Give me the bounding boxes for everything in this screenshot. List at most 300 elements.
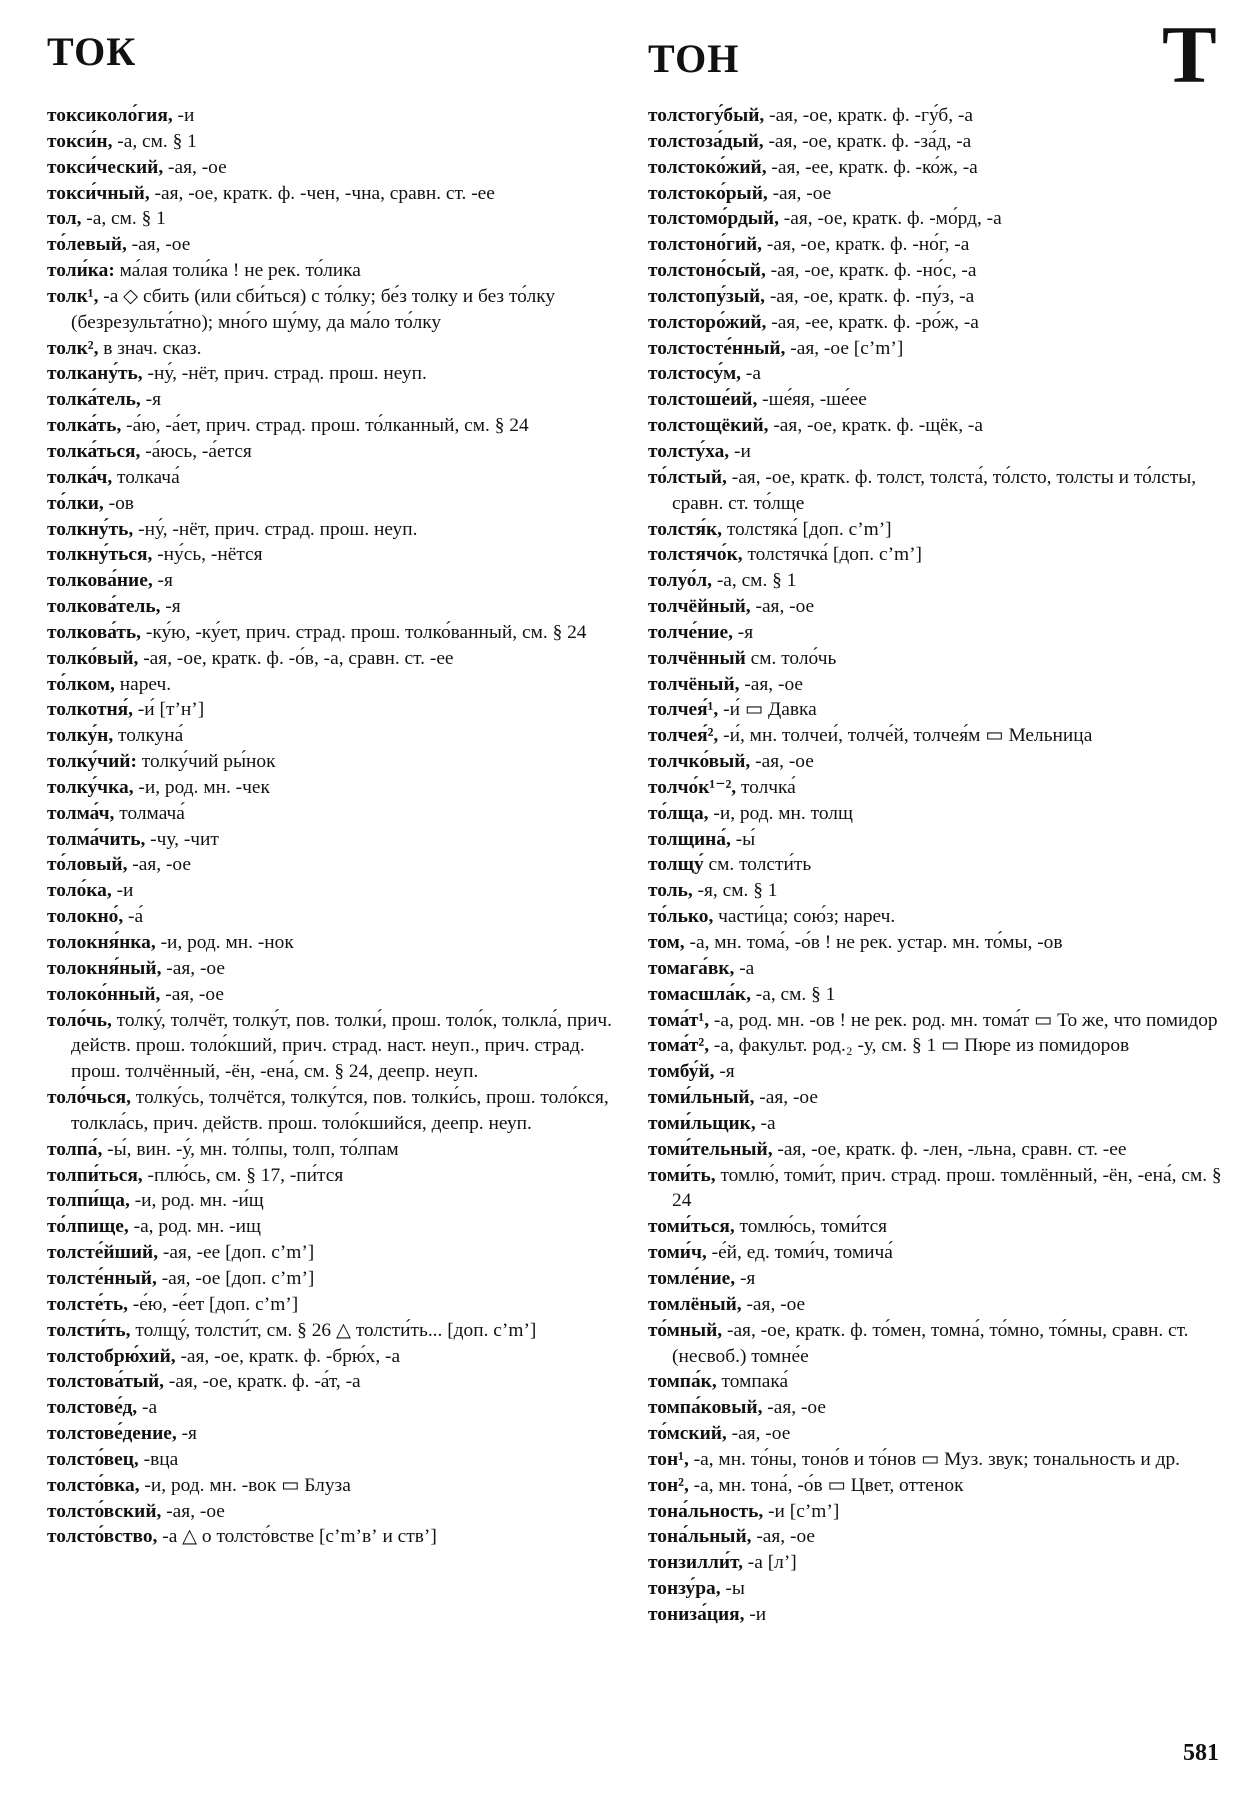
headword: тонзу́ра, [648,1578,721,1600]
dictionary-entry [648,775,1233,801]
dictionary-entry [47,1318,617,1344]
entry-text: -а [755,1112,776,1134]
headword: толстоно́гий, [648,234,763,256]
headword: толстоко́рый, [648,182,768,204]
dictionary-entry [648,181,1233,207]
dictionary-entry [648,1163,1233,1215]
headword: томпа́к, [648,1371,717,1393]
headword: толстя́к, [648,518,722,540]
entry-text: -ая, -ое, кратк. ф. то́мен, томна́, то́мно, то́мны, сравн. ст. (несвоб.) томне́е [672,1319,1189,1367]
headword: толстоно́сый, [648,260,766,282]
dictionary-entry [47,1369,617,1395]
headword: то́мный, [648,1319,723,1341]
headword: толстячо́к, [648,544,743,566]
headword: толка́ться, [47,440,141,462]
entry-text: толку́, толчёт, толку́т, пов. толки́, прош. толо́к, толкла́, прич. действ. прош. толо́кший, прич. страд. наст. неуп., прич. страд. прош. толчённый, -ён, -ена́, см. § 24, деепр. неуп. [71,1009,612,1083]
entry-text: -а, род. мн. -ищ [128,1216,261,1238]
dictionary-entry [47,930,617,956]
dictionary-entry [47,542,617,568]
dictionary-entry [648,1473,1233,1499]
headword: толсте́ть, [47,1293,128,1315]
entry-text: -а́ [123,906,144,928]
dictionary-entry [648,1008,1233,1034]
entry-text: -а [741,363,761,385]
dictionary-entry [648,129,1233,155]
headword: толстове́д, [47,1397,138,1419]
entry-text: -ая, -ое, кратк. ф. -лен, -льна, сравн. ст. -ее [772,1138,1127,1160]
dictionary-entry [648,206,1233,232]
dictionary-entry [47,1499,617,1525]
headword: томбу́й, [648,1061,715,1083]
entry-text: -а, см. § 1 [112,130,197,152]
headword: тон¹, [648,1448,689,1470]
entry-text: см. толо́чь [745,647,837,669]
entry-text: -я, см. § 1 [692,880,778,902]
entry-text: -и́ ▭ Давка [718,699,817,721]
dictionary-entry [47,1214,617,1240]
dictionary-entry [47,1240,617,1266]
dictionary-entry [648,1059,1233,1085]
headword: тол, [47,208,82,230]
entry-text: -и, род. мн. толщ [708,802,853,824]
headword: толи́ка: [47,260,115,282]
headword: томи́ть, [648,1164,716,1186]
dictionary-entry [47,1395,617,1421]
entry-text: -я [140,389,162,411]
headword: тома́т¹, [648,1009,710,1031]
entry-text: -ая, -ое [750,596,815,618]
headword: толсту́ха, [648,440,730,462]
headword: толстомо́рдый, [648,208,779,230]
entry-text: -ы́, вин. -у́, мн. то́лпы, толп, то́лпам [102,1138,399,1160]
entry-text: -и, род. мн. -и́щ [129,1190,264,1212]
entry-text: толку́чий ры́нок [136,751,276,773]
headword: толчея́², [648,725,719,747]
entry-text: -ая, -ое, кратк. ф. -мо́рд, -а [778,208,1002,230]
dictionary-entry [648,1137,1233,1163]
headword: то́лько, [648,906,714,928]
dictionary-entry [648,982,1233,1008]
dictionary-entry [648,310,1233,336]
headword: толстосу́м, [648,363,742,385]
dictionary-entry [648,672,1233,698]
headword: толь, [648,880,693,902]
dictionary-entry [47,904,617,930]
dictionary-entry [648,517,1233,543]
dictionary-entry [47,361,617,387]
headword: толко́вый, [47,647,139,669]
entry-text: -ну́сь, -нётся [152,544,263,566]
headword: то́лпище, [47,1216,129,1238]
dictionary-entry [648,852,1233,878]
dictionary-entry [47,1292,617,1318]
headword: тона́льность, [648,1500,764,1522]
left-column [47,103,617,1550]
headword: толокня́нка, [47,932,156,953]
dictionary-entry [648,697,1233,723]
entry-text: -я [152,570,173,592]
headword: толсторо́жий, [648,311,767,333]
headword: толстоко́жий, [648,156,767,178]
headword: токси́н, [47,130,113,152]
dictionary-entry [648,1369,1233,1395]
headword: толстобрю́хий, [47,1345,176,1367]
headword: толчённый [648,647,746,669]
dictionary-entry [648,1395,1233,1421]
dictionary-entry [648,723,1233,749]
entry-text: -ая, -ое, кратк. ф. -за́д, -а [763,130,972,152]
headword: толчея́¹, [648,699,719,721]
dictionary-entry [648,232,1233,258]
dictionary-entry [648,801,1233,827]
entry-text: -е́й, ед. томи́ч, томича́ [706,1242,893,1264]
headword: толсто́вец, [47,1448,139,1470]
entry-text: -ая, -ое [161,1500,225,1522]
dictionary-entry [648,1499,1233,1525]
dictionary-entry [47,465,617,491]
dictionary-entry [648,646,1233,672]
dictionary-entry [648,827,1233,853]
headword: то́лстый, [648,466,727,488]
entry-text: толмача́ [114,802,185,824]
dictionary-entry [648,1602,1233,1628]
dictionary-entry [47,723,617,749]
headword: тонзилли́т, [648,1552,743,1574]
entry-text: см. толсти́ть [703,854,812,876]
entry-text: -ая, -ое [cʼmʼ] [785,337,904,359]
headword: толку́чий: [47,751,137,773]
headword: толсто́вство, [47,1526,158,1548]
dictionary-entry [648,439,1233,465]
left-guide-word: ТОК [47,29,137,74]
entry-text: -а, см. § 1 [750,983,836,1005]
page-number: 581 [1183,1740,1219,1766]
headword: тониза́ция, [648,1603,745,1625]
entry-text: -вца [138,1448,179,1470]
entry-text: -я [735,1267,756,1289]
headword: токсиколо́гия, [47,105,173,126]
headword: тома́т², [648,1035,710,1057]
entry-text: -я [160,596,181,618]
headword: томи́ться, [648,1216,735,1238]
headword: толсти́ть, [47,1319,131,1341]
headword: толщина́, [648,828,731,850]
dictionary-entry [47,697,617,723]
headword: толчёный, [648,673,740,695]
entry-text: -а, мн. тона́, -о́в ▭ Цвет, оттенок [688,1474,964,1496]
entry-text: толщу́, толсти́т, см. § 26 △ толсти́ть... [доп. cʼmʼ] [130,1319,537,1341]
dictionary-entry [648,465,1233,517]
dictionary-entry [47,1266,617,1292]
entry-text: -а, мн. тома́, -о́в ! не рек. устар. мн. то́мы, -ов [684,932,1063,953]
entry-text: -ая, -ое, кратк. ф. -о́в, -а, сравн. ст. -ее [138,647,454,669]
entry-text: -и [729,440,751,462]
entry-text: -ая, -ое, кратк. ф. -брю́х, -а [175,1345,401,1367]
dictionary-entry [47,387,617,413]
headword: толка́ть, [47,415,122,437]
entry-text: -ну́, -нёт, прич. страд. прош. неуп. [142,363,427,385]
dictionary-entry [47,620,617,646]
entry-text: -ая, -ое, кратк. ф. -гу́б, -а [764,105,974,126]
entry-text: ма́лая толи́ка ! не рек. то́лика [114,260,361,282]
entry-text: -ая, -ее [доп. cʼmʼ] [158,1242,315,1264]
dictionary-entry [47,439,617,465]
right-guide-word: ТОН [648,36,740,81]
dictionary-entry [47,1008,617,1086]
dictionary-entry [47,1421,617,1447]
entry-text: -а ◇ сбить (или сби́ться) с то́лку; бе́з толку и без то́лку (безрезульта́тно); мно́го шу́му, да ма́ло то́лку [71,285,556,333]
headword: то́ловый, [47,854,128,876]
entry-text: томпака́ [716,1371,789,1393]
headword: толчко́вый, [648,751,751,773]
dictionary-entry [648,904,1233,930]
entry-text: нареч. [114,673,172,695]
headword: толстосте́нный, [648,337,786,359]
headword: томи́льщик, [648,1112,756,1134]
headword: толкану́ть, [47,363,143,385]
dictionary-entry [47,749,617,775]
headword: толк², [47,337,99,359]
entry-text: -а [734,957,755,979]
dictionary-entry [648,749,1233,775]
entry-text: -ая, -ое, кратк. ф. -пу́з, -а [764,285,975,307]
entry-text: -ая, -ее, кратк. ф. -ро́ж, -а [766,311,979,333]
entry-text: -а [лʼ] [742,1552,797,1574]
dictionary-entry [648,1524,1233,1550]
dictionary-entry [47,1447,617,1473]
dictionary-entry [648,258,1233,284]
dictionary-entry [47,336,617,362]
entry-text: -и [cʼmʼ] [763,1500,840,1522]
dictionary-entry [648,1085,1233,1111]
dictionary-entry [47,206,617,232]
entry-text: толкача́ [112,466,180,488]
entry-text: -ая, -ое [160,983,224,1005]
entry-text: толстяка́ [доп. cʼmʼ] [721,518,892,540]
dictionary-entry [47,155,617,181]
headword: толпа́, [47,1138,103,1160]
dictionary-entry [648,878,1233,904]
entry-text: -а [137,1397,158,1419]
headword: толку́чка, [47,776,134,798]
dictionary-entry [648,1033,1233,1059]
headword: толк¹, [47,285,99,307]
headword: толма́ч, [47,802,115,824]
headword: томи́ч, [648,1242,707,1264]
headword: томи́тельный, [648,1138,773,1160]
headword: то́лки, [47,492,104,514]
entry-text: -ая, -ое [751,1526,815,1548]
section-letter: Т [1162,9,1217,100]
headword: толуо́л, [648,570,712,592]
dictionary-entry [47,568,617,594]
dictionary-entry [47,775,617,801]
entry-text: -а, см. § 1 [81,208,166,230]
headword: толкну́ться, [47,544,153,566]
entry-text: -ну́, -нёт, прич. страд. прош. неуп. [133,518,418,540]
headword: толчёйный, [648,596,751,618]
entry-text: -я [732,621,754,643]
entry-text: -а, см. § 1 [711,570,797,592]
entry-text: -чу, -чит [145,828,219,850]
dictionary-entry [47,646,617,672]
headword: толсто́вский, [47,1500,162,1522]
entry-text: -ая, -ое [739,673,803,695]
dictionary-entry [47,1524,617,1550]
dictionary-entry [47,956,617,982]
dictionary-entry [47,982,617,1008]
headword: токси́ческий, [47,156,164,178]
dictionary-entry [47,413,617,439]
dictionary-entry [648,1111,1233,1137]
headword: толпи́ться, [47,1164,143,1186]
headword: толо́ка, [47,880,112,902]
entry-text: -а́ю, -а́ет, прич. страд. прош. то́лканный, см. § 24 [121,415,529,437]
dictionary-entry [47,1163,617,1189]
entry-text: -ая, -ое, кратк. ф. -но́г, -а [762,234,970,256]
entry-text: -ая, -ое [767,182,832,204]
headword: толка́ч, [47,466,113,488]
headword: толстоше́ий, [648,389,758,411]
entry-text: -а, мн. то́ны, тоно́в и то́нов ▭ Муз. звук; тональность и др. [688,1448,1181,1470]
dictionary-entry [47,258,617,284]
entry-text: -ая, -ое [161,957,225,979]
entry-text: -и [744,1603,767,1625]
entry-text: -ая, -ое [доп. cʼmʼ] [156,1267,315,1289]
headword: толчо́к¹⁻², [648,776,737,798]
entry-text: -и, род. мн. -нок [155,932,294,953]
entry-text: толчка́ [736,776,796,798]
dictionary-entry [47,517,617,543]
headword: томлёный, [648,1293,742,1315]
dictionary-entry [47,878,617,904]
entry-text: -и, род. мн. -вок ▭ Блуза [139,1474,351,1496]
entry-text: -я [176,1423,197,1445]
dictionary-entry [47,852,617,878]
headword: то́левый, [47,234,127,256]
dictionary-entry [648,387,1233,413]
entry-text: -ая, -ое [726,1423,791,1445]
entry-text: -и [111,880,134,902]
dictionary-entry [648,568,1233,594]
dictionary-entry [648,930,1233,956]
headword: толкова́ть, [47,621,142,643]
dictionary-entry [648,361,1233,387]
entry-text: -а́юсь, -а́ется [140,440,252,462]
entry-text: -ше́яя, -ше́ее [757,389,867,411]
dictionary-entry [648,542,1233,568]
headword: толокно́, [47,906,124,928]
headword: толстоза́дый, [648,130,764,152]
headword: толстопу́зый, [648,285,765,307]
dictionary-entry [47,1344,617,1370]
headword: толма́чить, [47,828,146,850]
dictionary-entry [47,672,617,698]
entry-text: -ая, -ое [127,854,191,876]
headword: толстове́дение, [47,1423,177,1445]
dictionary-entry [648,620,1233,646]
entry-text: части́ца; сою́з; нареч. [713,906,896,928]
dictionary-entry [648,1576,1233,1602]
dictionary-entry [648,1447,1233,1473]
entry-text: -е́ю, -е́ет [доп. cʼmʼ] [127,1293,299,1315]
headword: том, [648,932,685,953]
dictionary-entry [47,801,617,827]
entry-text: -ая, -ое [741,1293,806,1315]
entry-text: -и [172,105,195,126]
entry-text: толстячка́ [доп. cʼmʼ] [742,544,923,566]
entry-text: -ая, -ое, кратк. ф. -щёк, -а [768,415,983,437]
dictionary-entry [47,594,617,620]
dictionary-entry [648,1292,1233,1318]
entry-text: -ая, -ое [754,1087,818,1109]
entry-text: -ы́ [730,828,756,850]
headword: толпи́ща, [47,1190,130,1212]
dictionary-entry [47,129,617,155]
headword: толсто́вка, [47,1474,140,1496]
entry-text: -ая, -ое, кратк. ф. -а́т, -а [164,1371,361,1393]
headword: толкну́ть, [47,518,134,540]
entry-text: -и́, мн. толчеи́, толче́й, толчея́м ▭ Мельница [718,725,1093,747]
dictionary-entry [648,103,1233,129]
headword: толкова́ние, [47,570,153,592]
headword: толстогу́бый, [648,105,765,126]
dictionary-entry [648,956,1233,982]
headword: томпа́ковый, [648,1397,763,1419]
entry-text: толку́сь, толчётся, толку́тся, пов. толки́сь, прош. толо́кся, толкла́сь, прич. действ. прош. толо́кшийся, деепр. неуп. [71,1087,609,1134]
headword: толокня́ный, [47,957,162,979]
headword: токси́чный, [47,182,150,204]
entry-text: -ая, -ее, кратк. ф. -ко́ж, -а [766,156,978,178]
dictionary-entry [648,1240,1233,1266]
headword: толсте́йший, [47,1242,159,1264]
dictionary-entry [648,1266,1233,1292]
dictionary-entry [47,103,617,129]
dictionary-entry [47,232,617,258]
headword: толщу́ [648,854,704,876]
headword: тон², [648,1474,689,1496]
dictionary-entry [47,181,617,207]
entry-text: -ая, -ое [163,156,227,178]
headword: тона́льный, [648,1526,752,1548]
entry-text: -ая, -ое, кратк. ф. толст, толста́, то́лсто, толсты и то́лсты, сравн. ст. то́лще [672,466,1197,514]
entry-text: -ку́ю, -ку́ет, прич. страд. прош. толко́ванный, см. § 24 [141,621,587,643]
headword: толкова́тель, [47,596,161,618]
entry-text: -и́ [тʼнʼ] [132,699,205,721]
dictionary-entry [648,594,1233,620]
headword: толсте́нный, [47,1267,157,1289]
entry-text: томлю́сь, томи́тся [734,1216,888,1238]
headword: толкотня́, [47,699,133,721]
dictionary-entry [47,1085,617,1137]
dictionary-entry [47,827,617,853]
entry-text: толкуна́ [113,725,184,747]
headword: толче́ние, [648,621,733,643]
right-column [648,103,1233,1628]
entry-text: в знач. сказ. [98,337,202,359]
dictionary-entry [648,1214,1233,1240]
entry-text: -ая, -ое, кратк. ф. -но́с, -а [765,260,977,282]
entry-text: -ы [720,1578,745,1600]
headword: томи́льный, [648,1087,755,1109]
entry-text: -плю́сь, см. § 17, -пи́тся [142,1164,344,1186]
headword: томага́вк, [648,957,735,979]
headword: томле́ние, [648,1267,736,1289]
headword: то́мский, [648,1423,727,1445]
entry-text: -а △ о толсто́встве [cʼmʼвʼ и ствʼ] [157,1526,437,1548]
headword: томасшла́к, [648,983,751,1005]
dictionary-entry [648,336,1233,362]
